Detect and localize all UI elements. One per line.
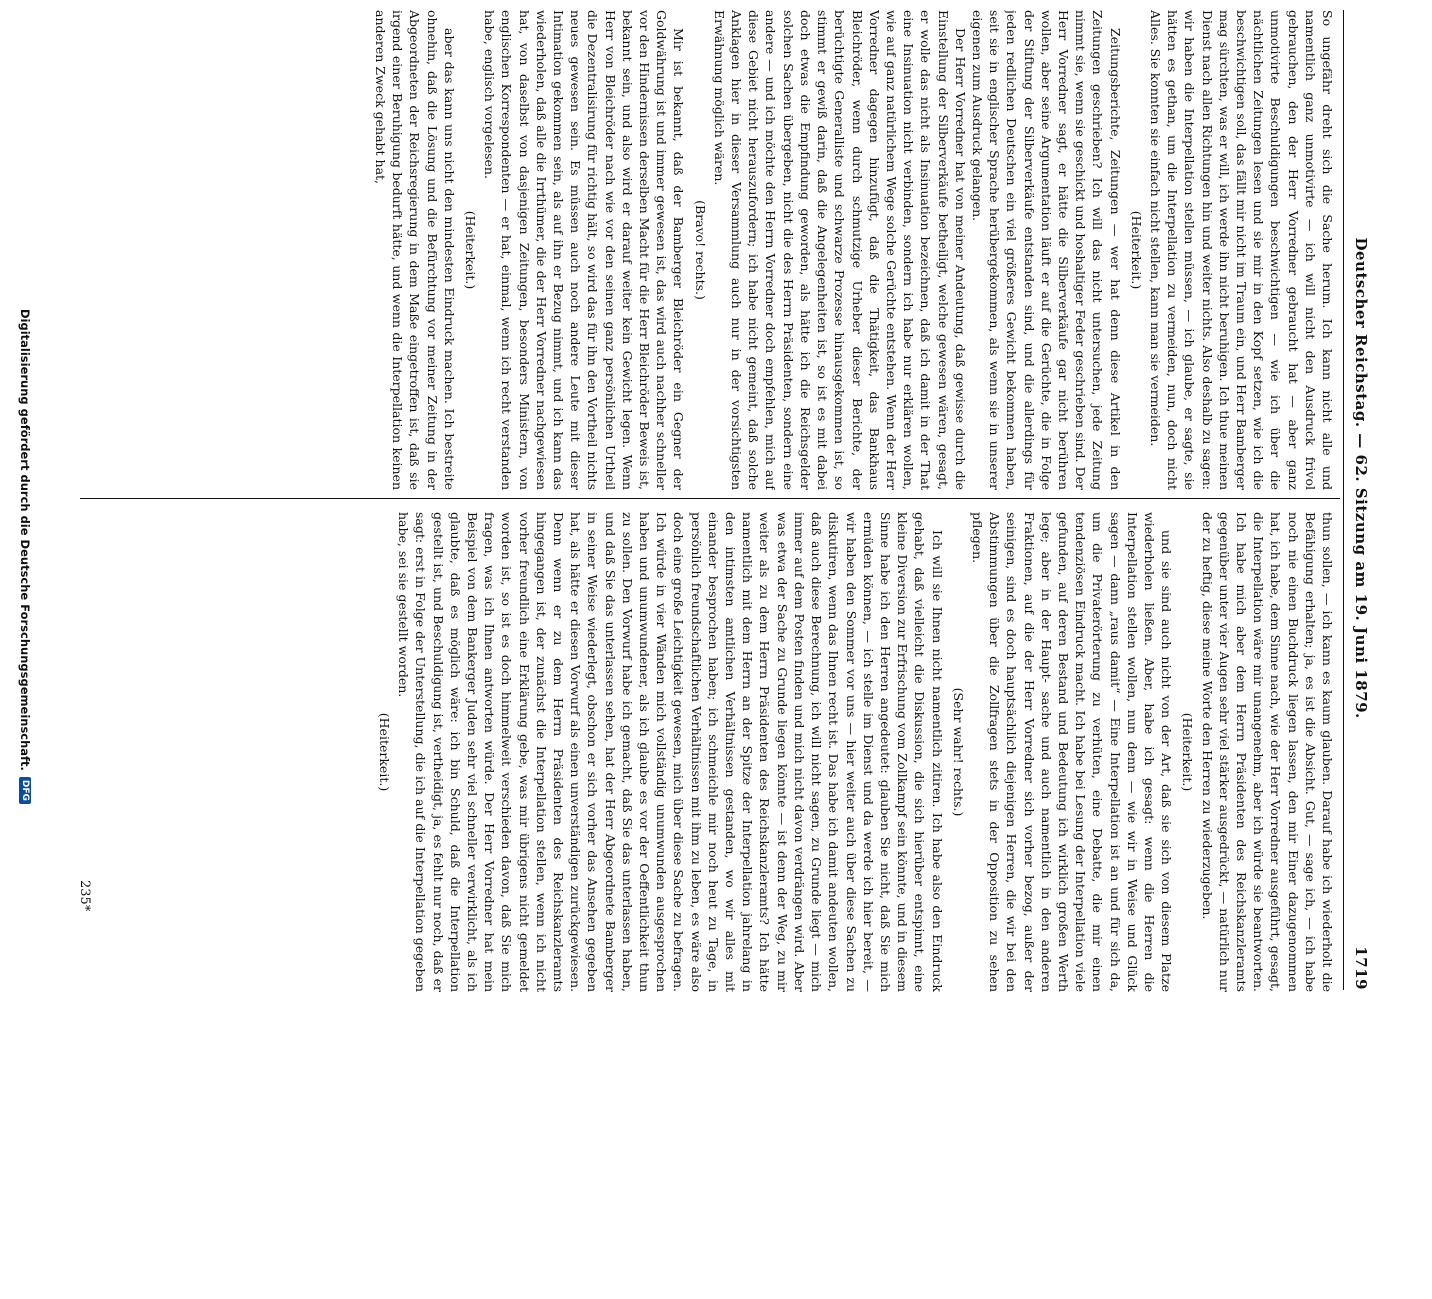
paragraph: und sie sind auch nicht von der Art, daß sie sich von diesem Platze wiederholen ließen. Aber, habe ich gesagt: wenn die Herren die Interpellation stellen wollen, nun denn — wie wir in Weise und Glück sagen — dann „raus damit“ — Eine Interpellation ist an und für sich da, um die Privaterörterung zu verhüten, eine Debatte, die mir einen tendenziösen Eindruck macht. Ich habe bei Lesung der Interpellation viele gefunden, auf deren Bestand und Bedeutung ich wirklich großen Werth lege; aber in der Haupt- sache und auch namentlich in den anderen Fraktionen, auf die der Herr Vorredner sich vorher bezog, außer der seinigen, sind es doch hauptsächlich diejenigen Herren, die wir bei den Abstimmungen über die Zollfragen stets in der Opposition zu sehen pflegen. <box>969 512 1175 992</box>
left-column <box>96 10 1336 490</box>
stage-direction: (Heiterkeit.) <box>1180 712 1196 792</box>
right-column <box>96 512 1336 992</box>
stage-direction: (Sehr wahr! rechts.) <box>950 687 966 817</box>
signature-mark: 235* <box>77 880 92 912</box>
paragraph: thun sollen, — ich kann es kaum glauben. Darauf habe ich wiederholt die Befähigung erhalten; ja, es ist die Absicht. Gut, — sage ich, — ich habe noch nie einen Buchdruck liegen lassen, den mir Einer dazugenommen hat, ich habe, dem Sinne nach, wie der Herr Vorredner ausgeführt, gesagt, die Interpellation wäre mir unangenehm, aber ich würde sie beantworten. Ich habe mich aber dem Herrn Präsidenten des Reichskanzleramts gegenüber unter vier Augen sehr viel stärker ausgedrückt, — natürlich nur der zu heftig, diese meine Worte den Herren zu wiederzugeben. <box>1199 512 1335 992</box>
paragraph: So ungefähr dreht sich die Sache herum. Ich kann nicht alle und namentlich ganz unmotivirte — ich will nicht den Ausdruck frivol gebrauchen, den der Herr Vorredner gebraucht hat — aber ganz unmotivirte Beschuldigungen beschwichtigen — wie ich über die nächtlichen Zeitungen lesen und sie mir in den Kopf setzen, wie ich die beschwichtigen soll, das fällt mir nicht im Traum ein, und Herr Bamberger mag sürchten, was er will, ich werde ihn nicht beruhigen. Ich thue meinen Dienst nach allen Richtungen hin und weiter nichts. Also deshalb zu sagen: wir haben die Interpellation stellen müssen, — ich glaube, er sagte, sie hätten es gethan, um die Interpellation zu vermeiden, nun, doch nicht Alles. Sie konnten sie einfach nicht stellen, kann man sie vermeiden. <box>1147 10 1335 490</box>
running-head <box>1350 10 1372 990</box>
header-rule <box>1343 10 1344 990</box>
stage-direction: (Heiterkeit.) <box>1128 210 1144 290</box>
credit-text: Digitalisierung gefördert durch die Deutsche Forschungsgemeinschaft. <box>18 309 32 771</box>
stage-direction: (Heiterkeit.) <box>463 210 479 290</box>
paragraph: Ich will sie Ihnen nicht namentlich zitiren. Ich habe also den Eindruck gehabt, daß vielleicht die Diskussion, die sich hierüber entspinnt, eine kleine Diversion zur Erfrischung vom Zollkampf sein könnte, und in diesem Sinne habe ich den Herren angedeutet: glauben Sie nicht, daß Sie mich ermüden können, — ich stelle im Dienst und da werde ich hier bereit, — wir haben den Sommer vor uns — hier weiter auch über diese Sachen zu diskutiren, wenn das Ihnen recht ist. Das habe ich damit andeuten wollen, daß auch diese Berechnung, ich will nicht sagen, zu Grunde liegt — mich immer auf dem Posten finden und mich nicht davon verdrängen wird. Aber was etwa der Sache zu Grunde liegen könnte — ist denn der Weg, zu mir weiter als zu dem Herrn Präsidenten des Reichskanzleramts? Ich hätte namentlich mit dem Herrn an der Spitze der Interpellation jahrelang in den intimsten amtlichen Verhältnissen gestanden, wo wir alles mit einander besprochen haben; ich schmeichle mir noch heut zu Tage, in persönlich freundschaftlichen Verhältnissen mit ihm zu leben, es wäre also doch eine große Leichtigkeit gewesen, mich über diese Sache zu befragen. Ich würde in vier Wänden mich vollständig unumwunden ausgesprochen haben und unumwundener, als ich glaube es vor der Oeffentlichkeit thun zu sollen. Den Vorwurf habe ich gemacht, daß Sie das unterlassen haben, und daß Sie das unterlassen sehen, hat der Herr Abgeordnete Bamberger in seiner Weise wiederlegt, obschon er sich vorher das Ansehen gegeben hat, als hätte er diesen Vorwurf als einen unverständigen zurückgewiesen. Denn wenn er zu dem Herrn Präsidenten des Reichskanzleramts hingegangen ist, der zunächst die Interpellation stellen, wenn ich nicht vorher freundlich eine Erklärung gebe, was mir übrigens nicht gemeldet worden ist, so ist es doch himmelweit verschieden davon, daß Sie mich fragen, was ich Ihnen antworten würde. Der Herr Vorredner hat mein Beispiel von dem Bankerger Juden sehr viel schneller verwirklicht, als ich glaubte, daß es möglich wäre: ich bin Schuld, daß die Interpellation gestellt ist, und Beschuldigung ist, vertheidigt, ja, es fehlt nur noch, daß er sagt: erst in Folge der Unterstellung, die ich auf die Interpellation gegeben habe, sei sie gestellt worden. <box>396 512 945 992</box>
dfg-logo: DFG <box>19 777 31 804</box>
paragraph: Der Herr Vorredner hat von meiner Andeutung, daß gewisse durch die Einstellung der Silberverkäufe betheiligt, welche gewesen wären, gesagt, er wolle das nicht als Insinuation bezeichnen, daß ich damit in der That eine Insinuation nicht verbinden, sondern ich habe nur erklären wollen, wie auf ganz natürlichem Wege solche Gerüchte entstehen. Wenn der Herr Vorredner dagegen hinzufügt, daß die Thätigkeit, das Bankhaus Bleichröder, wenn durch schmutzige Urheber dieser Berichte, der berüchtigte Generalliste und schwarze Prozesse hinausgekommen ist, so stimmt er gewiß darin, daß die Angelegenheiten ist, so ist es mit dabei doch etwas die Empfindung geworden, als hätte ich die Reichsgelder solchen Sachen übergeben, nicht die des Herrn Präsidenten, sondern eine andere — und ich möchte den Herrn Vorredner doch empfehlen, mich auf diese Gebiet nicht herauszufordern; ich habe nicht gemeint, daß solche Anklagen hier in dieser Versammlung auch nur in der vorsichtigsten Erwähnung möglich wären. <box>711 10 968 490</box>
paragraph: Zeitungsberichte, Zeitungen — wer hat denn diese Artikel in den Zeitungen geschrieben? Ich will das nicht untersuchen, jede Zeitung nimmt sie, wenn sie geschickt und hoshaltiger Feder geschrieben sind. Der Herr Vorredner sagt, er hätte die Silberverkäufe gar nicht berühren wollen, aber seine Argumentation läuft er auf die Gerüchte, die in Folge der Stiftung der Silberverkäufe entstanden sind, und die allerdings für jeden redlichen Deutschen ein viel größeres Gewicht bekommen haben, seit sie in englischer Sprache herübergekommen, als wenn sie in unserer eigenen zum Ausdruck gelangen. <box>969 10 1123 490</box>
page-number: 1719 <box>1352 946 1370 990</box>
stage-direction: (Heiterkeit.) <box>377 712 393 792</box>
paragraph: aber das kann uns nicht den mindesten Eindruck machen. Ich bestreite ohnehin, daß die Lösung und die Befürchtung vor meiner Zeitung in der Abgeordneten der Reichsregierung in dem Maße eingetroffen ist, daß sie irgend einer Beruhigung bedurft hätte, und wenn die Interpellation keinen anderen Zweck gehabt hat, <box>373 10 457 490</box>
running-head-title: Deutscher Reichstag. — 62. Sitzung am 19. Juni 1879. <box>1352 237 1370 719</box>
paragraph: Mir ist bekannt, daß der Bamberger Bleichröder ein Gegner der Goldwährung ist und immer gewesen ist, das wird auch nachher schneller vor den Hindernissen derselben Macht für die Herr Bleichröder Beweis ist, bekannt sein, und also wird er darauf weiter kein Gewicht legen. Wenn Herr von Bleichröder nach wie vor den seinen ganz persönlichen Urtheil die Dezentralisirung für richtig hält, so wird das für ihn den Vortheil nichts neues gewesen sein. Es müssen auch noch andere Leute mit dieser Intimation gekommen sein, als auf ihn er Bezug nimmt, und ich kann das wiederholen, daß alle die Irrthümer, die der Herr Vorredner nachgewiesen hat, von daselbst von dasjenigen Zeitungen, besonders Ministern, von englischen Korrespondenten — er hat, einmal, wenn ich recht verstanden habe, englisch vorgelesen. <box>482 10 687 490</box>
column-divider <box>80 498 1340 499</box>
stage-direction: (Bravo! rechts.) <box>692 200 708 300</box>
